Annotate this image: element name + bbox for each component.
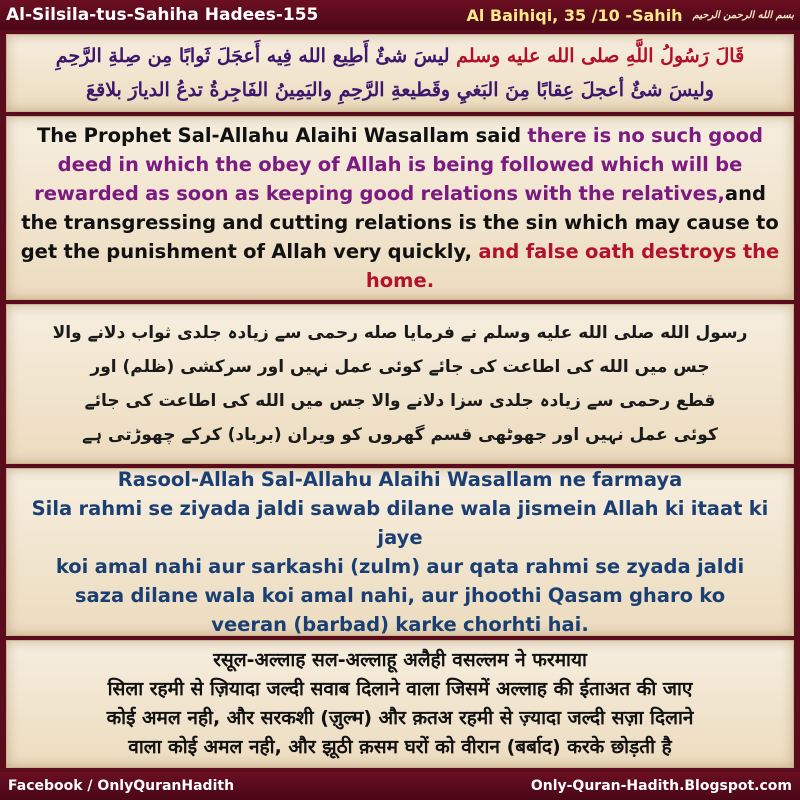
- roman-line-3: koi amal nahi aur sarkashi (zulm) aur qata rahmi se zyada jaldi: [55, 555, 745, 578]
- bismillah-calligraphy: بسم الله الرحمن الرحيم: [692, 9, 794, 21]
- english-part-3: and the transgressing and cutting relations is the sin which may cause to get the punishment of Allah very quickly,: [20, 182, 779, 263]
- arabic-text-1: ليسَ شئٌ أَطِيع الله فِيه أَعجَلَ ثَوابًا مِن صِلةِ الرَّحِمِ: [55, 45, 450, 67]
- footer-bar: [0, 772, 800, 800]
- urdu-line-3: قطع رحمی سے زیادہ جلدی سزا دلانے والا جس میں الله کی اطاعت کی جائے: [84, 391, 716, 411]
- english-panel: [6, 116, 794, 300]
- website-link[interactable]: Only-Quran-Hadith.Blogspot.com: [530, 778, 792, 794]
- arabic-line-1: [56, 39, 744, 73]
- roman-line-1: Rasool-Allah Sal-Allahu Alaihi Wasallam ne farmaya: [117, 468, 683, 491]
- roman-urdu-panel: [6, 468, 794, 636]
- hindi-line-1: रसूल-अल्लाह सल-अल्लाहू अलैही वसल्लम ने फरमाया: [213, 649, 587, 671]
- hindi-line-2: सिला रहमी से ज़ियादा जल्दी सवाब दिलाने वाला जिसमें अल्लाह की ईताअत की जाए: [107, 678, 693, 700]
- roman-line-2: Sila rahmi se ziyada jaldi sawab dilane wala jismein Allah ki itaat ki jaye: [31, 497, 769, 549]
- english-part-4: and false oath destroys the home.: [365, 240, 780, 292]
- header-bar: [0, 0, 800, 30]
- roman-line-4: saza dilane wala koi amal nahi, aur jhoothi Qasam gharo ko: [74, 584, 726, 607]
- roman-line-5: veeran (barbad) karke chorhti hai.: [211, 613, 589, 636]
- header-right-group: [466, 6, 794, 25]
- urdu-panel: [6, 304, 794, 464]
- hindi-panel: [6, 640, 794, 768]
- english-translation: [7, 121, 793, 295]
- hindi-line-3: कोई अमल नही, और सरकशी (ज़ुल्म) और क़तअ रहमी से ज़्यादा जल्दी सज़ा दिलाने: [106, 707, 694, 729]
- hindi-line-4: वाला कोई अमल नही, और झूठी क़सम घरों को वीरान (बर्बाद) करके छोड़ती है: [128, 736, 672, 758]
- hadith-title: Al-Silsila-tus-Sahiha Hadees-155: [6, 5, 319, 25]
- arabic-panel: [6, 34, 794, 112]
- arabic-line-2: وليسَ شئٌ أعجلَ عِقابًا مِنَ البَغيِ وقَطيعةِ الرَّحِمِ واليَمِينُ الفَاجِرةُ تدعُ الديارَ بلاقعَ: [86, 79, 714, 101]
- hadith-reference: Al Baihiqi, 35 /10 -Sahih: [466, 5, 683, 25]
- english-part-2: there is no such good deed in which the obey of Allah is being followed which will be rewarded as soon as keeping good relations with the relatives,: [34, 124, 763, 205]
- urdu-line-4: کوئی عمل نہیں اور جھوٹھی قسم گھروں کو ویران (برباد) کرکے چھوڑتی ہے: [82, 425, 718, 445]
- english-part-1: The Prophet Sal-Allahu Alaihi Wasallam said: [36, 124, 528, 147]
- urdu-line-2: جس میں الله کی اطاعت کی جائے کوئی عمل نہیں اور سرکشی (ظلم) اور: [90, 357, 710, 377]
- facebook-link[interactable]: Facebook / OnlyQuranHadith: [8, 778, 235, 794]
- arabic-narration-intro: قَالَ رَسُولُ اللَّهِ صلى الله عليه وسلم: [456, 45, 745, 67]
- urdu-line-1: رسول الله صلی الله علیه وسلم نے فرمایا صله رحمی سے زیادہ جلدی ثواب دلانے والا: [52, 323, 748, 343]
